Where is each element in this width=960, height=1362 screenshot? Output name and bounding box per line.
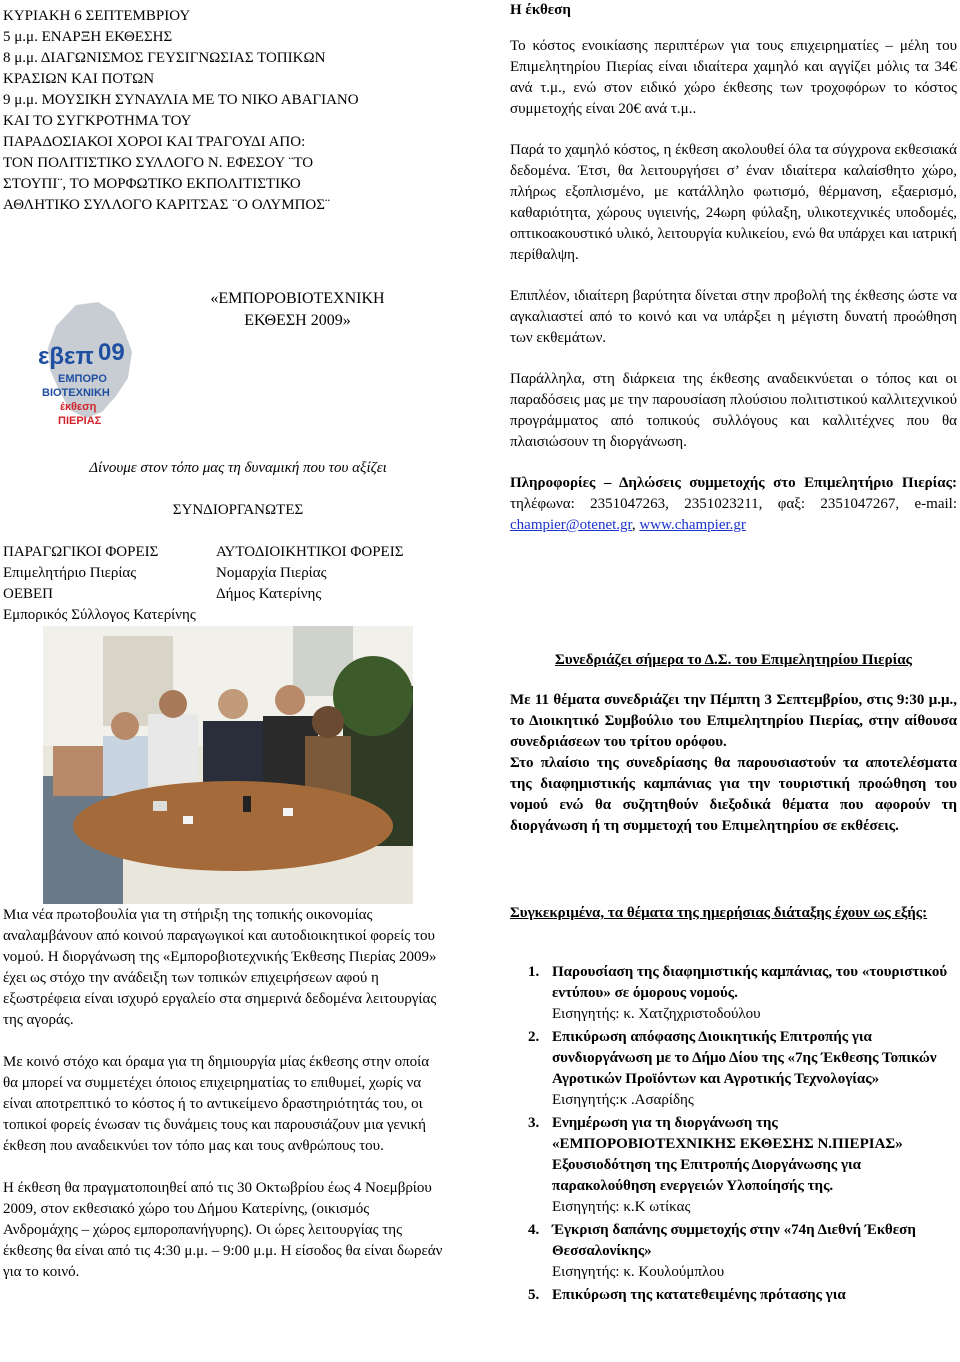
agenda-item-number: 5. <box>528 1287 540 1303</box>
paragraph: Παρά το χαμηλό κόστος, η έκθεση ακολουθεί όλα τα σύγχρονα εκθεσιακά δεδομένα. Έτσι, θα λειτουργήσει σ’ έναν ιδιαίτερα καλαίσθητο χώρο, πλήρως εξοπλισμένο, με κατάλληλο φωτισμό, θέρμανση, εξαερισμό, καθαριότητα, χώρους υγιεινής, 24ωρη φύλαξη, υλικοτεχνικές υποδομές, οπτικοακουστικό υλικό, λειτουργία κυλικείου, ενώ θα υπάρχει και ιατρική περίθαλψη. <box>510 142 957 263</box>
partner-name: Νομαρχία Πιερίας <box>216 565 327 581</box>
paragraph: Επιπλέον, ιδιαίτερη βαρύτητα δίνεται στην προβολή της έκθεσης ώστε να αγκαλιαστεί από το κοινό και να υπάρξει η μέγιστη δυνατή προώθηση των εκθεμάτων. <box>510 288 957 346</box>
expo-title <box>190 288 405 332</box>
schedule-line: ΚΡΑΣΙΩΝ ΚΑΙ ΠΟΤΩΝ <box>3 71 155 87</box>
meeting-photo-image <box>43 626 413 904</box>
logo-line1: ΕΜΠΟΡΟ <box>58 373 107 385</box>
website-link[interactable]: www.champier.gr <box>639 517 746 533</box>
schedule-line: 9 μ.μ. ΜΟΥΣΙΚΗ ΣΥΝΑΥΛΙΑ ΜΕ ΤΟ ΝΙΚΟ ΑΒΑΓΙΑΝΟ <box>3 92 359 108</box>
agenda-item-title: Παρουσίαση της διαφημιστικής καμπάνιας, του «τουριστικού εντύπου» σε όμορους νομούς. <box>552 964 948 1001</box>
schedule-line: 5 μ.μ. ΕΝΑΡΞΗ ΕΚΘΕΣΗΣ <box>3 29 173 45</box>
productive-bodies-header: ΠΑΡΑΓΩΓΙΚΟΙ ΦΟΡΕΙΣ <box>3 544 159 560</box>
agenda-item-number: 4. <box>528 1222 540 1238</box>
logo-brand: εβεπ <box>38 343 94 370</box>
paragraph: Με 11 θέματα συνεδριάζει την Πέμπτη 3 Σεπτεμβρίου, στις 9:30 μ.μ., το Διοικητικό Συμβούλιο του Επιμελητηρίου Πιερίας, στην αίθουσα συνεδριάσεων του τρίτου ορόφου. <box>510 692 957 750</box>
logo-graphic <box>36 300 146 432</box>
meeting-body <box>510 690 957 837</box>
schedule-line: ΣΤΟΥΠΙ¨, ΤΟ ΜΟΡΦΩΤΙΚΟ ΕΚΠΟΛΙΤΙΣΤΙΚΟ <box>3 176 301 192</box>
agenda-item-title: Επικύρωση απόφασης Διοικητικής Επιτροπής για συνδιοργάνωση με το Δήμο Δίου της «7ης Έκθεσης Τοπικών Αγροτικών Προϊόντων και Αγροτικής Τεχνολογίας» <box>552 1029 937 1087</box>
partner-name: Δήμος Κατερίνης <box>216 586 322 602</box>
agenda-item-rapporteur: Εισηγητής:κ .Ασαρίδης <box>552 1092 694 1108</box>
schedule-line: ΚΑΙ ΤΟ ΣΥΓΚΡΟΤΗΜΑ ΤΟΥ <box>3 113 192 129</box>
logo-line4: ΠΙΕΡΙΑΣ <box>58 415 102 427</box>
paragraph: Στο πλαίσιο της συνεδρίασης θα παρουσιαστούν τα αποτελέσματα της διαφημιστικής καμπάνιας για την τουριστική προώθηση του νομού ενώ θα συζητηθούν διεξοδικά θέματα που αφορούν τη διοργάνωση ή τη συμμετοχή του Επιμελητηρίου σε εκθέσεις. <box>510 755 957 834</box>
expo-title-line1: «ΕΜΠΟΡΟΒΙΟΤΕΧΝΙΚΗ <box>210 290 385 307</box>
contact-info-label: Πληροφορίες – Δηλώσεις συμμετοχής στο Επιμελητήριο Πιερίας: <box>510 475 957 491</box>
partner-name: Επιμελητήριο Πιερίας <box>3 565 137 581</box>
agenda-item-number: 1. <box>528 964 540 980</box>
contact-info <box>510 473 957 536</box>
separator: , <box>631 517 640 533</box>
exhibition-section <box>510 0 957 536</box>
topics-heading: Συγκεκριμένα, τα θέματα της ημερήσιας διάταξης έχουν ως εξής: <box>510 905 928 921</box>
schedule-line: 8 μ.μ. ΔΙΑΓΩΝΙΣΜΟΣ ΓΕΥΣΙΓΝΩΣΙΑΣ ΤΟΠΙΚΩΝ <box>3 50 326 66</box>
email-link[interactable]: champier@otenet.gr <box>510 517 632 533</box>
agenda-item <box>510 1113 957 1218</box>
schedule-line: ΠΑΡΑΔΟΣΙΑΚΟΙ ΧΟΡΟΙ ΚΑΙ ΤΡΑΓΟΥΔΙ ΑΠΟ: <box>3 134 306 150</box>
logo-line2: ΒΙΟΤΕΧΝΙΚΗ <box>42 387 110 399</box>
agenda-item-number: 3. <box>528 1115 540 1131</box>
paragraph: Η έκθεση θα πραγματοποιηθεί από τις 30 Οκτωβρίου έως 4 Νοεμβρίου 2009, στον εκθεσιακό χώρο του Δήμου Κατερίνης, (οικισμός Ανδρομάχης – χώρος εμποροπανήγυρης). Οι ώρες λειτουργίας της έκθεσης θα είναι από τις 4:30 μ.μ. – 9:00 μ.μ. Η είσοδος θα είναι δωρεάν για το κοινό. <box>3 1180 443 1280</box>
logo-line3: έκθεση <box>60 401 97 413</box>
schedule-line: ΑΘΛΗΤΙΚΟ ΣΥΛΛΟΓΟ ΚΑΡΙΤΣΑΣ ¨Ο ΟΛΥΜΠΟΣ¨ <box>3 197 330 213</box>
meeting-photo <box>43 626 413 904</box>
schedule-day: ΚΥΡΙΑΚΗ 6 ΣΕΠΤΕΜΒΡΙΟΥ <box>3 8 191 24</box>
agenda-item-rapporteur: Εισηγητής: κ. Χατζηχριστοδούλου <box>552 1006 761 1022</box>
agenda-item <box>510 1285 957 1306</box>
agenda-item-number: 2. <box>528 1029 540 1045</box>
expo-title-line2: ΕΚΘΕΣΗ 2009» <box>244 312 351 329</box>
agenda-item-title: Ενημέρωση για τη διοργάνωση της «ΕΜΠΟΡΟΒΙΟΤΕΧΝΙΚΗΣ ΕΚΘΕΣΗΣ Ν.ΠΙΕΡΙΑΣ» Εξουσιοδότηση της Επιτροπής Διοργάνωσης για παρακολούθηση ενεργειών Υλοποίησής της. <box>552 1115 903 1194</box>
agenda-item <box>510 1220 957 1283</box>
paragraph: Παράλληλα, στη διάρκεια της έκθεσης αναδεικνύεται ο τόπος και οι παραδόσεις μας με την παρουσίαση πλούσιου πολιτιστικού καλλιτεχνικού προγράμματος από τοπικούς συλλόγους και καλλιτέχνες που θα πλαισιώσουν τη διοργάνωση. <box>510 371 957 450</box>
contact-info-text: τηλέφωνα: 2351047263, 2351023211, φαξ: 2351047267, e-mail: <box>510 496 957 512</box>
agenda-item-title: Έγκριση δαπάνης συμμετοχής στην «74η Διεθνή Έκθεση Θεσσαλονίκης» <box>552 1222 916 1259</box>
article-left-body <box>3 905 443 1304</box>
evep-logo <box>36 300 146 432</box>
agenda-item <box>510 1027 957 1111</box>
partner-name: ΟΕΒΕΠ <box>3 586 53 602</box>
partner-name: Εμπορικός Σύλλογος Κατερίνης <box>3 607 196 623</box>
agenda-list <box>510 962 957 1308</box>
event-schedule <box>3 6 473 216</box>
slogan: Δίνουμε στον τόπο μας τη δυναμική που του αξίζει <box>89 460 387 476</box>
local-government-header: ΑΥΤΟΔΙΟΙΚΗΤΙΚΟΙ ΦΟΡΕΙΣ <box>216 544 404 560</box>
paragraph: Με κοινό στόχο και όραμα για τη δημιουργία μίας έκθεσης στην οποία θα μπορεί να συμμετέχει όποιος επιχειρηματίας το επιθυμεί, χωρίς να είναι αποτρεπτικό το κόστος ή το αντικείμενο δραστηριότητάς του, οι τοπικοί φορείς ένωσαν τις δυνάμεις τους και παρουσιάζουν μια γενική έκθεση που αναδεικνύει τον τόπο μας και τους ανθρώπους του. <box>3 1054 430 1154</box>
agenda-item-rapporteur: Εισηγητής: κ. Κουλούμπλου <box>552 1264 725 1280</box>
section-heading: Η έκθεση <box>510 2 571 18</box>
agenda-item <box>510 962 957 1025</box>
coorganizers-title: ΣΥΝΔΙΟΡΓΑΝΩΤΕΣ <box>172 502 304 518</box>
meeting-heading: Συνεδριάζει σήμερα το Δ.Σ. του Επιμελητηρίου Πιερίας <box>555 652 912 668</box>
agenda-item-title: Επικύρωση της κατατεθειμένης πρότασης για <box>552 1287 846 1303</box>
paragraph: Μια νέα πρωτοβουλία για τη στήριξη της τοπικής οικονομίας αναλαμβάνουν από κοινού παραγωγικοί και αυτοδιοικητικοί φορείς του νομού. Η διοργάνωση της «Εμπορoβιοτεχνικής Έκθεσης Πιερίας 2009» έχει ως στόχο την ανάδειξη των τοπικών επιχειρήσεων αφού η εξωστρέφεια είναι ισχυρό εργαλείο στα σημερινά δεδομένα λειτουργίας της αγοράς. <box>3 907 437 1028</box>
agenda-item-rapporteur: Εισηγητής: κ.Κ ωτίκας <box>552 1199 691 1215</box>
partners-list <box>3 542 473 626</box>
logo-year: 09 <box>98 339 125 366</box>
schedule-line: ΤΟΝ ΠΟΛΙΤΙΣΤΙΚΟ ΣΥΛΛΟΓΟ Ν. ΕΦΕΣΟΥ ¨ΤΟ <box>3 155 314 171</box>
paragraph: Το κόστος ενοικίασης περιπτέρων για τους επιχειρηματίες – μέλη του Επιμελητηρίου Πιερίας είναι ιδιαίτερα χαμηλό και αγγίζει μόλις τα 34€ ανά τ.μ., ενώ στον ειδικό χώρο έκθεσης των τροχοφόρων το κόστος συμμετοχής είναι 20€ ανά τ.μ.. <box>510 38 957 117</box>
